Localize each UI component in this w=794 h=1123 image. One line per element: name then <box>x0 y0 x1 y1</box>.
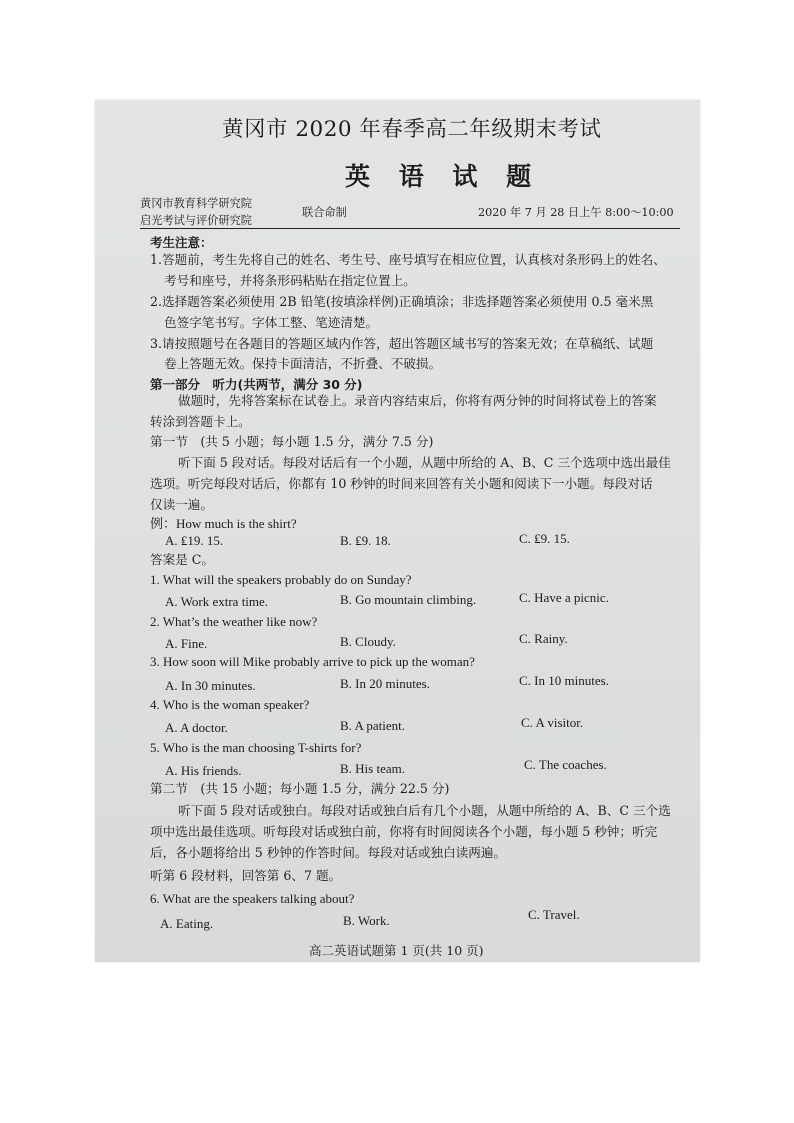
question-1-option-b: B. Go mountain climbing. <box>340 592 477 607</box>
question-5: 5. Who is the man choosing T-shirts for? <box>150 740 362 755</box>
example-option-a: A. ₤19. 15. <box>165 533 224 548</box>
section2-intro-cont2: 后，各小题将给出 5 秒钟的作答时间。每段对话或独白读两遍。 <box>150 845 507 860</box>
question-2-option-c: C. Rainy. <box>519 631 568 646</box>
part1-intro-cont: 转涂到答题卡上。 <box>150 414 251 429</box>
section1-intro-cont: 选项。听完每段对话后，你都有 10 秒钟的时间来回答有关小题和阅读下一小题。每段对话 <box>150 476 653 491</box>
joint-label: 联合命制 <box>302 206 347 219</box>
question-5-option-b: B. His team. <box>340 761 405 776</box>
question-2-option-a: A. Fine. <box>165 636 208 651</box>
notice-item-3-cont: 卷上答题无效。保持卡面清洁，不折叠、不破损。 <box>164 356 442 371</box>
question-3-option-a: A. In 30 minutes. <box>165 678 256 693</box>
question-1: 1. What will the speakers probably do on Sunday? <box>150 572 412 587</box>
question-5-option-a: A. His friends. <box>165 763 242 778</box>
question-5-option-c: C. The coaches. <box>524 757 607 772</box>
example-answer: 答案是 C。 <box>150 552 215 567</box>
section1-heading: 第一节 (共 5 小题；每小题 1.5 分，满分 7.5 分) <box>150 434 434 449</box>
header-rule <box>140 228 680 229</box>
section2-intro-cont: 项中选出最佳选项。听每段对话或独白前，你将有时间阅读各个小题，每小题 5 秒钟；听完 <box>150 824 658 839</box>
example-option-c: C. ₤9. 15. <box>519 531 570 546</box>
part1-heading: 第一部分 听力(共两节，满分 30 分) <box>150 377 363 392</box>
question-4: 4. Who is the woman speaker? <box>150 697 310 712</box>
example-question: 例：How much is the shirt? <box>150 516 297 531</box>
question-2: 2. What’s the weather like now? <box>150 614 318 629</box>
notice-heading: 考生注意： <box>150 235 213 250</box>
section2-heading: 第二节 (共 15 小题；每小题 1.5 分，满分 22.5 分) <box>150 781 450 796</box>
question-2-option-b: B. Cloudy. <box>340 634 396 649</box>
org-exam-institute: 启光考试与评价研究院 <box>140 214 252 227</box>
notice-item-3: 3.请按照题号在各题目的答题区域内作答，超出答题区域书写的答案无效；在草稿纸、试题 <box>150 336 654 351</box>
question-3: 3. How soon will Mike probably arrive to pick up the woman? <box>150 654 475 669</box>
question-1-option-a: A. Work extra time. <box>165 594 269 609</box>
question-6-option-b: B. Work. <box>343 913 390 928</box>
question-6-option-a: A. Eating. <box>160 916 214 931</box>
exam-datetime: 2020 年 7 月 28 日上午 8:00～10:00 <box>478 206 674 219</box>
section1-intro: 听下面 5 段对话。每段对话后有一个小题，从题中所给的 A、B、C 三个选项中选出最佳 <box>178 455 671 470</box>
question-4-option-a: A. A doctor. <box>165 720 228 735</box>
example-option-b: B. ₤9. 18. <box>340 533 391 548</box>
question-6: 6. What are the speakers talking about? <box>150 891 355 906</box>
notice-item-2-cont: 色签字笔书写。字体工整、笔迹清楚。 <box>164 315 379 330</box>
part1-intro: 做题时，先将答案标在试卷上。录音内容结束后，你将有两分钟的时间将试卷上的答案 <box>178 393 657 408</box>
section1-intro-cont2: 仅读一遍。 <box>150 497 213 512</box>
subject-title: 英 语 试 题 <box>345 162 542 191</box>
org-education-institute: 黄冈市教育科学研究院 <box>140 197 252 210</box>
page-footer: 高二英语试题第 1 页(共 10 页) <box>309 943 484 958</box>
exam-title: 黄冈市 2020 年春季高二年级期末考试 <box>222 117 602 142</box>
question-3-option-b: B. In 20 minutes. <box>340 676 430 691</box>
section2-intro: 听下面 5 段对话或独白。每段对话或独白后有几个小题，从题中所给的 A、B、C 三个选 <box>178 803 671 818</box>
notice-item-1: 1.答题前，考生先将自己的姓名、考生号、座号填写在相应位置，认真核对条形码上的姓名、 <box>150 252 666 267</box>
question-6-option-c: C. Travel. <box>528 907 580 922</box>
question-1-option-c: C. Have a picnic. <box>519 590 609 605</box>
notice-item-1-cont: 考号和座号，并将条形码粘贴在指定位置上。 <box>164 273 416 288</box>
material-6-instruction: 听第 6 段材料，回答第 6、7 题。 <box>150 868 342 883</box>
question-4-option-b: B. A patient. <box>340 718 405 733</box>
notice-item-2: 2.选择题答案必须使用 2B 铅笔(按填涂样例)正确填涂；非选择题答案必须使用 0.5 毫米黑 <box>150 294 654 309</box>
question-4-option-c: C. A visitor. <box>521 715 584 730</box>
question-3-option-c: C. In 10 minutes. <box>519 673 609 688</box>
